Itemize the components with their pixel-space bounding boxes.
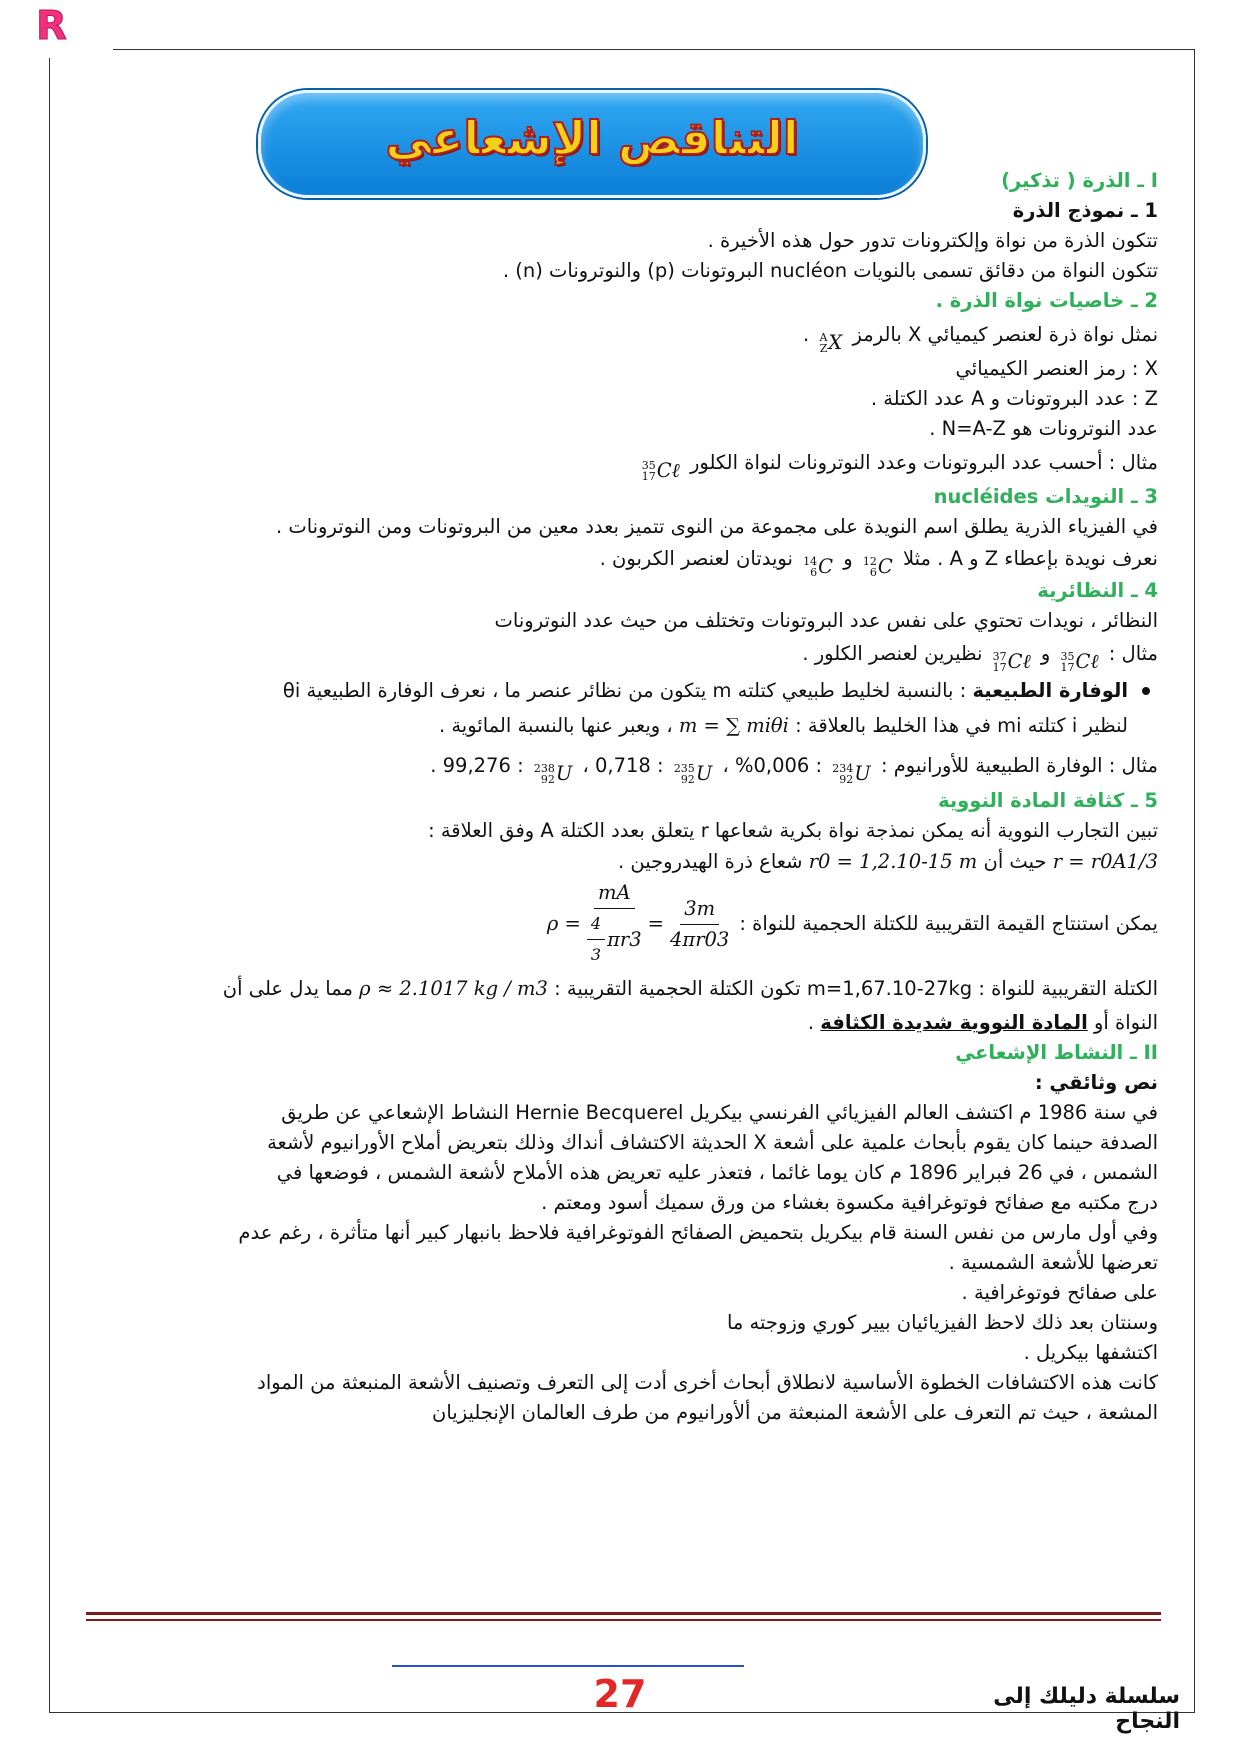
heading-atom-model: 1 ـ نموذج الذرة [1012, 199, 1158, 222]
nuclide-symbol: 37 17 Cℓ [992, 650, 1031, 674]
paragraph: عدد النوترونات هو N=A-Z . [929, 417, 1158, 440]
density-formula: ρ = mA $\frac{4}{3}$ πr3 = $\frac{3m}{4\pi r03}$ [547, 878, 729, 970]
nuclide-symbol: 235 92 U [673, 762, 713, 786]
footer-rule-thin [86, 1619, 1161, 1621]
paragraph: وسنتان بعد ذلك لاحظ الفيزيائيان بيير كوري وزوجته ما [726, 1311, 1158, 1334]
nuclide-symbol: 14 6 C [803, 555, 834, 579]
paragraph: Z : عدد البروتونات و A عدد الكتلة . [870, 387, 1158, 410]
r0-formula: r0 = 1,2.10-15 m [808, 850, 978, 873]
page-content [130, 166, 1158, 1428]
paragraph: لنظير i كتلته mi في هذا الخليط بالعلاقة : m = ∑ miθi ، ويعبر عنها بالنسبة المائوية . [130, 706, 1158, 746]
paragraph: الكتلة التقريبية للنواة : m=1,67.10-27kg تكون الكتلة الحجمية التقريبية : ρ ≈ 2.1017 kg / m3 مما يدل على أن [130, 970, 1158, 1008]
page-title: التناقص الإشعاعي [385, 111, 799, 165]
paragraph: مثال : 35 17 Cℓ و 37 17 Cℓ نظيرين لعنصر الكلور . [130, 636, 1158, 672]
nuclide-symbol: 35 17 Cℓ [641, 459, 680, 483]
paragraph: النظائر ، نويدات تحتوي على نفس عدد البروتونات وتختلف من حيث عدد النوترونات [494, 609, 1158, 632]
bullet-natural-abundance: الوفارة الطبيعية : بالنسبة لخليط طبيعي كتلته m يتكون من نظائر عنصر ما ، نعرف الوفارة الطبيعية θi [130, 676, 1158, 706]
heading-nucleus-properties: 2 ـ خاصيات نواة الذرة . [935, 289, 1158, 312]
footer-blue-rule [392, 1665, 744, 1667]
paragraph: الصدفة حينما كان يقوم بأبحاث علمية على أشعة X الحديثة الاكتشاف أنداك وذلك بتعريض أملاح الأورانيوم لأشعة [267, 1131, 1158, 1154]
heading-nuclides: 3 ـ النويدات nucléides [933, 485, 1158, 508]
paragraph: مثال : أحسب عدد البروتونات وعدد النوترونات لنواة الكلور 35 17 Cℓ [130, 444, 1158, 482]
nuclide-symbol: 35 17 Cℓ [1060, 650, 1099, 674]
paragraph: درج مكتبه مع صفائح فوتوغرافية مكسوة بغشاء من ورق سميك أسود ومعتم . [541, 1191, 1158, 1214]
paragraph: اكتشفها بيكريل . [1023, 1341, 1158, 1364]
paragraph: نعرف نويدة بإعطاء Z و A . مثلا 12 6 C و 14 6 C نويدتان لعنصر الكربون . [130, 542, 1158, 576]
paragraph: X : رمز العنصر الكيميائي [955, 357, 1158, 380]
page-number: 27 [593, 1672, 647, 1716]
footer-rule [86, 1612, 1161, 1615]
radius-formula: r = r0A1/3 [1052, 850, 1158, 873]
heading-atom: I ـ الذرة ( تذكير) [1001, 169, 1158, 192]
frame-left [49, 58, 50, 1713]
density-value: ρ ≈ 2.1017 kg / m3 [359, 977, 548, 1000]
nuclide-symbol: 12 6 C [862, 555, 893, 579]
paragraph: على صفائح فوتوغرافية . [961, 1281, 1158, 1304]
key-phrase: المادة النووية شديدة الكثافة [820, 1011, 1088, 1034]
heading-isotopy: 4 ـ النظائرية [1037, 579, 1158, 602]
paragraph: نمثل نواة ذرة لعنصر كيميائي X بالرمز A Z X . [130, 316, 1158, 354]
heading-radioactivity: II ـ النشاط الإشعاعي [955, 1041, 1158, 1064]
logo-r: R [36, 3, 67, 49]
paragraph: يمكن استنتاج القيمة التقريبية للكتلة الحجمية للنواة : ρ = mA $\frac{4}{3}$ πr3 = $\frac{3m}{4\pi r03}$ [130, 878, 1158, 970]
paragraph: تعرضها للأشعة الشمسية . [948, 1251, 1158, 1274]
heading-document-text: نص وثائقي : [1034, 1071, 1158, 1094]
paragraph: في سنة 1986 م اكتشف العالم الفيزيائي الفرنسي بيكريل Hernie Becquerel النشاط الإشعاعي عن طريق [281, 1101, 1158, 1124]
paragraph: مثال : الوفارة الطبيعية للأورانيوم : 234 92 U : 0,006% ، 235 92 U : 0,718 ، 238 92 U : 99,276 . [130, 746, 1158, 786]
paragraph: المشعة ، حيث تم التعرف على الأشعة المنبعثة من ألأورانيوم من طرف العالمان الإنجليزيان [432, 1401, 1158, 1424]
paragraph: r = r0A1/3 حيث أن r0 = 1,2.10-15 m شعاع ذرة الهيدروجين . [130, 846, 1158, 878]
nuclide-symbol: A Z X [819, 331, 843, 355]
paragraph: تبين التجارب النووية أنه يمكن نمذجة نواة بكرية شعاعها r يتعلق بعدد الكتلة A وفق العلاقة : [428, 819, 1158, 842]
series-name: سلسلة دليلك إلى النجاح [993, 1684, 1180, 1734]
nuclide-symbol: 234 92 U [832, 762, 871, 786]
paragraph: في الفيزياء الذرية يطلق اسم النويدة على مجموعة من النوى تتميز بعدد معين من البروتونات ومن النوترونات . [275, 515, 1158, 538]
paragraph: وفي أول مارس من نفس السنة قام بيكريل بتحميض الصفائح الفوتوغرافية فلاحظ بانبهار كبير أنها متأثرة ، رغم عدم [238, 1221, 1158, 1244]
heading-nuclear-density: 5 ـ كثافة المادة النووية [938, 789, 1158, 812]
paragraph: النواة أو المادة النووية شديدة الكثافة . [807, 1011, 1158, 1034]
abundance-formula: m = ∑ miθi [678, 714, 789, 737]
frame-right [1194, 49, 1195, 1713]
nuclide-symbol: 238 92 U [533, 762, 573, 786]
frame-top [113, 49, 1195, 50]
paragraph: كانت هذه الاكتشافات الخطوة الأساسية لانطلاق أبحاث أخرى أدت إلى التعرف وتصنيف الأشعة المنبعثة من المواد [257, 1371, 1158, 1394]
paragraph: الشمس ، في 26 فبراير 1896 م كان يوما غائما ، فتعذر عليه تعريض هذه الأملاح لأشعة الشمس ، فوضعها في [276, 1161, 1158, 1184]
paragraph: تتكون الذرة من نواة وإلكترونات تدور حول هذه الأخيرة . [707, 229, 1158, 252]
paragraph: تتكون النواة من دقائق تسمى بالنويات nucléon البروتونات (p) والنوترونات (n) . [502, 259, 1158, 282]
